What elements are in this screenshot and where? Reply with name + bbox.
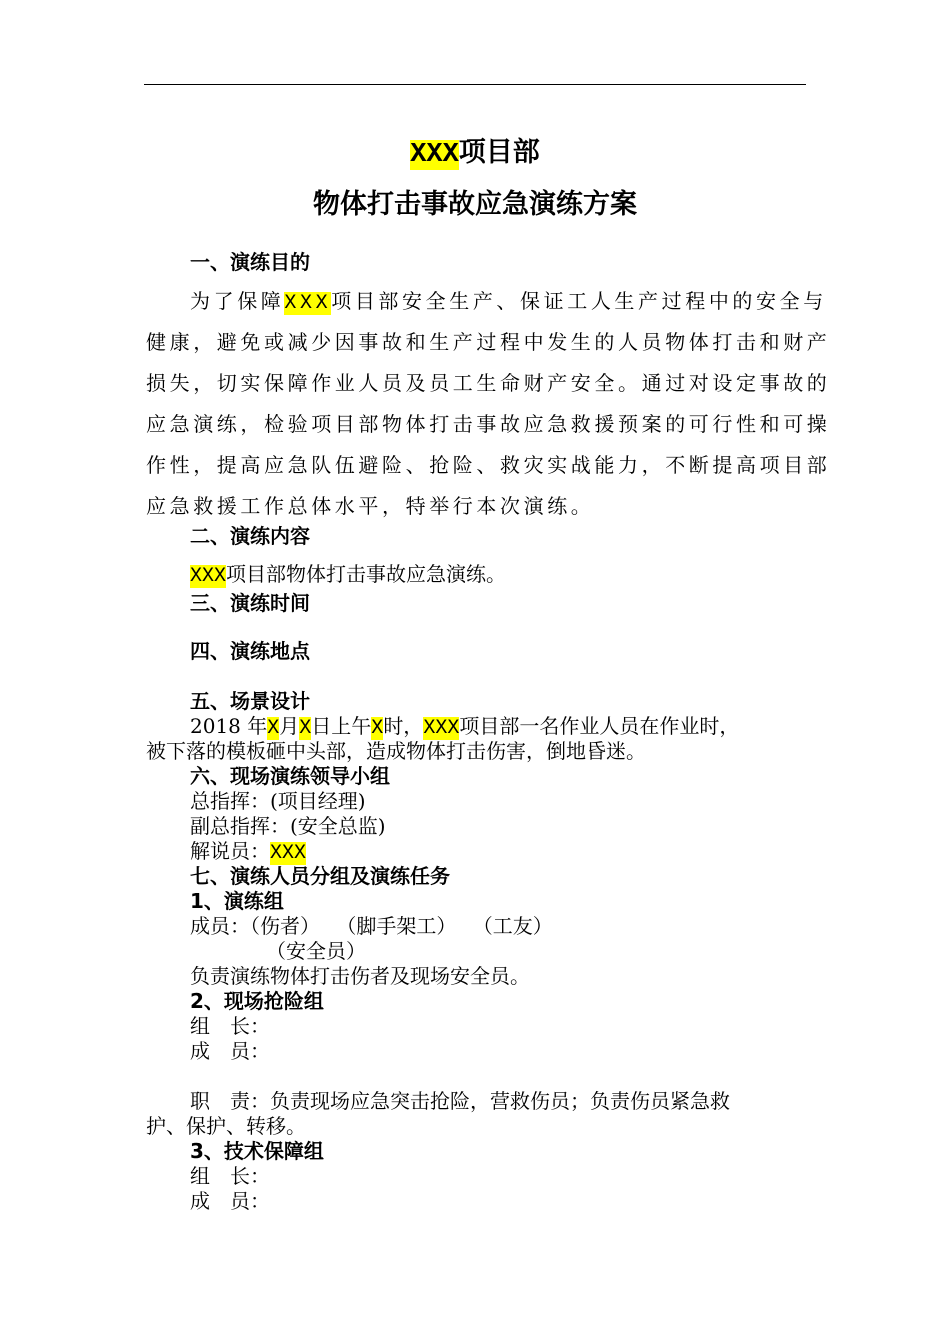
- paragraph-line: 损失，切实保障作业人员及员工生命财产安全。通过对设定事故的: [146, 371, 831, 395]
- paragraph-line: 为了保障XXX项目部安全生产、保证工人生产过程中的安全与: [190, 289, 827, 315]
- placeholder-highlight: XXX: [270, 842, 307, 865]
- group-members-line: 成员：（伤者） （脚手架工） （工友）: [190, 914, 553, 938]
- paragraph-line: 健康，避免或减少因事故和生产过程中发生的人员物体打击和财产: [146, 330, 831, 354]
- group-duty-line: 负责演练物体打击伤者及现场安全员。: [190, 964, 530, 988]
- group-duty-line: 护、保护、转移。: [146, 1114, 306, 1138]
- project-title: XXX项目部: [410, 137, 540, 170]
- paragraph-line: 被下落的模板砸中头部，造成物体打击伤害，倒地昏迷。: [146, 739, 646, 763]
- paragraph-line: 作性，提高应急队伍避险、抢险、救灾实战能力，不断提高项目部: [146, 453, 831, 477]
- section-heading-6: 六、现场演练领导小组: [190, 764, 390, 788]
- placeholder-highlight: XXX: [190, 565, 227, 588]
- group-members-line: 成 员：: [190, 1039, 270, 1063]
- section-heading-7: 七、演练人员分组及演练任务: [190, 864, 450, 888]
- group-duty-line: 职 责：负责现场应急突击抢险，营救伤员；负责伤员紧急救: [190, 1089, 730, 1113]
- paragraph-line: 应急救援工作总体水平，特举行本次演练。: [146, 494, 595, 518]
- placeholder-highlight: X: [299, 717, 312, 740]
- paragraph-line: 应急演练，检验项目部物体打击事故应急救援预案的可行性和可操: [146, 412, 831, 436]
- group-leader-line: 组 长：: [190, 1014, 270, 1038]
- group-heading-1: 1、演练组: [190, 889, 284, 913]
- placeholder-highlight: X: [267, 717, 280, 740]
- section-heading-1: 一、演练目的: [190, 250, 310, 274]
- section-heading-3: 三、演练时间: [190, 591, 310, 615]
- group-members-line: （安全员）: [266, 939, 366, 963]
- document-title: 物体打击事故应急演练方案: [313, 189, 637, 220]
- placeholder-highlight: XXX: [423, 717, 460, 740]
- narrator-line: 解说员：XXX: [190, 839, 307, 865]
- title-placeholder-highlight: XXX: [410, 140, 459, 170]
- deputy-commander-line: 副总指挥：(安全总监): [190, 814, 386, 838]
- group-heading-3: 3、技术保障组: [190, 1139, 324, 1163]
- commander-line: 总指挥：(项目经理): [190, 789, 366, 813]
- group-heading-2: 2、现场抢险组: [190, 989, 324, 1013]
- section-heading-2: 二、演练内容: [190, 524, 310, 548]
- group-members-line: 成 员：: [190, 1189, 270, 1213]
- section-heading-5: 五、场景设计: [190, 689, 310, 713]
- section-heading-4: 四、演练地点: [190, 639, 310, 663]
- placeholder-highlight: XXX: [284, 292, 332, 315]
- group-leader-line: 组 长：: [190, 1164, 270, 1188]
- header-rule: [144, 84, 806, 85]
- paragraph-line: 2018 年X月X日上午X时，XXX项目部一名作业人员在作业时，: [190, 714, 740, 740]
- placeholder-highlight: X: [371, 717, 384, 740]
- paragraph-line: XXX项目部物体打击事故应急演练。: [190, 562, 507, 588]
